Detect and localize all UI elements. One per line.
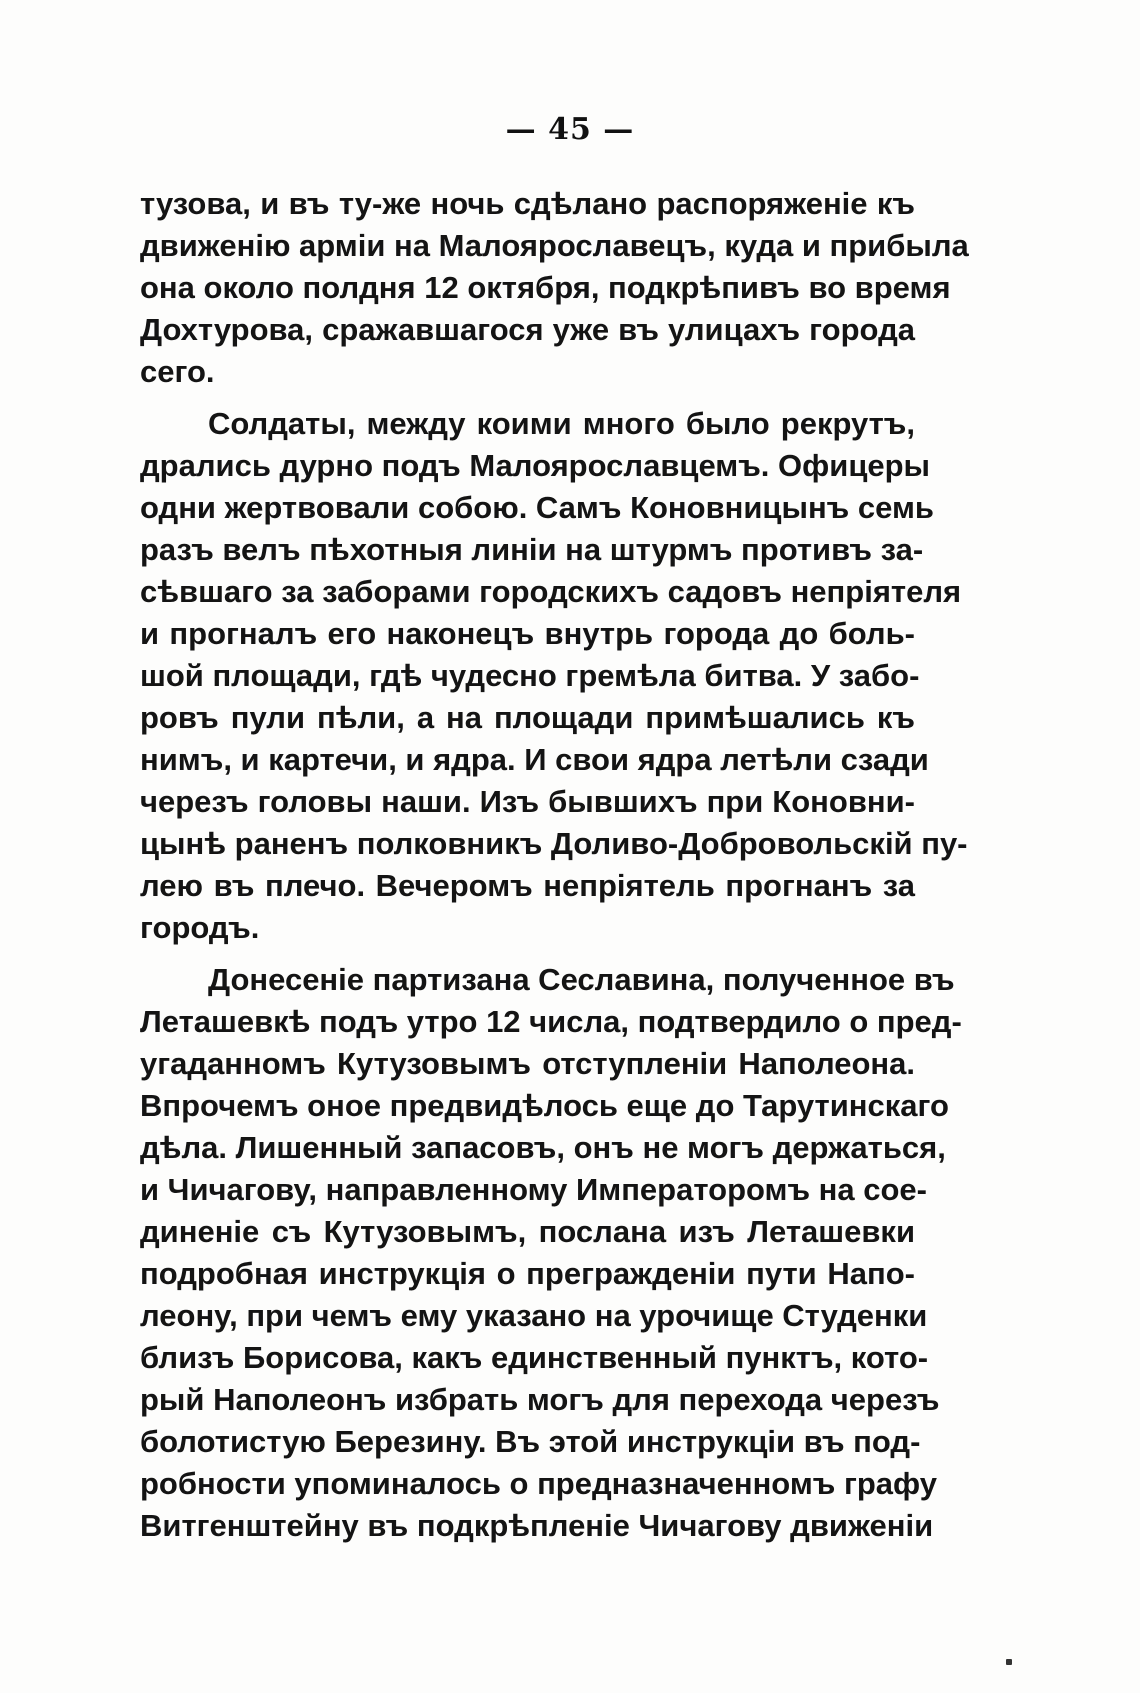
text-line: Дохтурова, сражавшагося уже въ улицахъ города: [140, 312, 915, 347]
text-line: шой площади, гдѣ чудесно гремѣла битва. У забо-: [140, 658, 920, 693]
text-line: и прогналъ его наконецъ внутрь города до боль-: [140, 616, 915, 651]
paragraph-gap: [140, 393, 915, 403]
page-number: — 45 —: [505, 112, 635, 147]
paragraph: [140, 959, 962, 1547]
text-line: тузова, и въ ту-же ночь сдѣлано распоряженіе къ: [140, 186, 915, 221]
text-line: робности упоминалось о предназначенномъ графу: [140, 1466, 938, 1501]
body-text: [140, 183, 969, 1547]
text-line: Витгенштейну въ подкрѣпленіе Чичагову движеніи: [140, 1508, 934, 1543]
text-line: городъ.: [140, 910, 260, 945]
scan-speck: [1006, 1659, 1012, 1665]
text-line: нимъ, и картечи, и ядра. И свои ядра летѣли сзади: [140, 742, 929, 777]
text-line: движенію арміи на Малоярославецъ, куда и прибыла: [140, 228, 969, 263]
text-line: сѣвшаго за заборами городскихъ садовъ непріятеля: [140, 574, 962, 609]
text-line: и Чичагову, направленному Императоромъ на сое-: [140, 1172, 927, 1207]
text-line: одни жертвовали собою. Самъ Коновницынъ семь: [140, 490, 934, 525]
text-line: болотистую Березину. Въ этой инструкціи въ под-: [140, 1424, 921, 1459]
paragraph-gap: [140, 949, 915, 959]
text-line: подробная инструкція о преграждeніи пути Напо-: [140, 1256, 915, 1291]
text-line: ровъ пули пѣли, а на площади примѣшались къ: [140, 700, 915, 735]
text-line: лею въ плечо. Вечеромъ непріятель прогнанъ за: [140, 868, 915, 903]
text-line: цынѣ раненъ полковникъ Доливо-Добровольскій пу-: [140, 826, 968, 861]
text-line: дрались дурно подъ Малоярославцемъ. Офицеры: [140, 448, 931, 483]
text-line: Донесеніе партизана Сеславина, полученное въ: [208, 962, 955, 997]
text-line: она около полдня 12 октября, подкрѣпивъ во время: [140, 270, 951, 305]
text-line: Леташевкѣ подъ утро 12 числа, подтвердило о пред-: [140, 1004, 962, 1039]
text-line: Солдаты, между коими много было рекрутъ,: [208, 406, 915, 441]
text-line: черезъ головы наши. Изъ бывшихъ при Коновни-: [140, 784, 915, 819]
text-line: разъ велъ пѣхотныя линіи на штурмъ противъ за-: [140, 532, 924, 567]
text-line: леону, при чемъ ему указано на урочище Студенки: [140, 1298, 928, 1333]
paragraph: [140, 183, 969, 393]
text-line: дѣла. Лишенный запасовъ, онъ не могъ держаться,: [140, 1130, 946, 1165]
text-line: угаданномъ Кутузовымъ отступленіи Наполеона.: [140, 1046, 915, 1081]
text-line: рый Наполеонъ избрать могъ для перехода черезъ: [140, 1382, 940, 1417]
text-line: диненіе съ Кутузовымъ, послана изъ Леташевки: [140, 1214, 915, 1249]
text-line: сего.: [140, 354, 215, 389]
text-line: близъ Борисова, какъ единственный пунктъ, кото-: [140, 1340, 929, 1375]
text-line: Впрочемъ оное предвидѣлось еще до Тарутинскаго: [140, 1088, 949, 1123]
paragraph: [140, 403, 968, 949]
